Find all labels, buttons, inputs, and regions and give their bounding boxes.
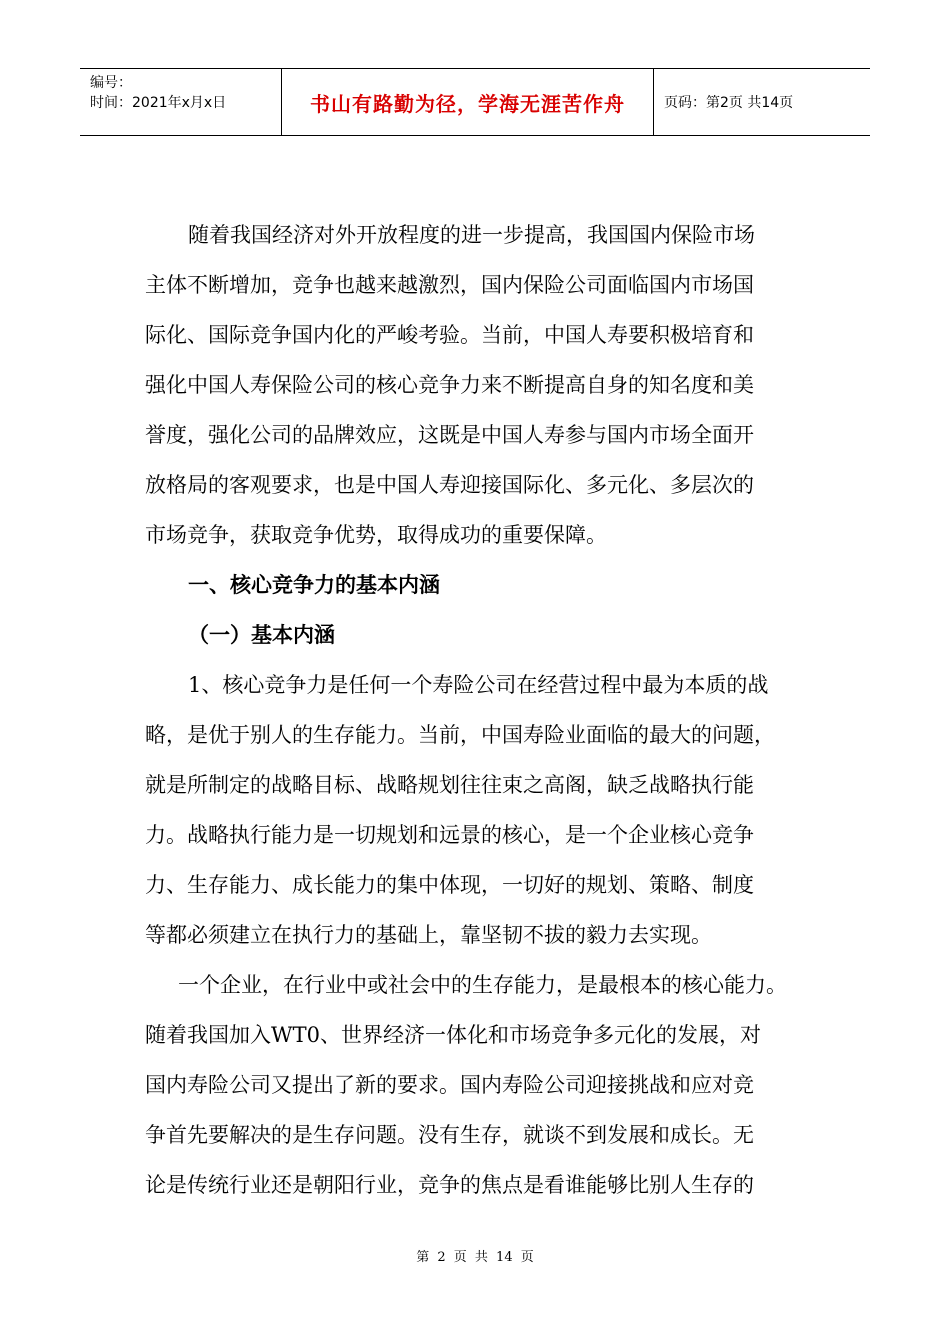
paragraph-line: 誉度，强化公司的品牌效应，这既是中国人寿参与国内市场全面开 [145, 423, 754, 447]
paragraph-line: 论是传统行业还是朝阳行业，竞争的焦点是看谁能够比别人生存的 [145, 1173, 754, 1197]
subsection-heading: （一）基本内涵 [188, 623, 335, 647]
paragraph-line: 争首先要解决的是生存问题。没有生存，就谈不到发展和成长。无 [145, 1123, 754, 1147]
paragraph-line: 国内寿险公司又提出了新的要求。国内寿险公司迎接挑战和应对竞 [145, 1073, 754, 1097]
header-meta [80, 69, 282, 135]
document-time-label: 时间：2021年x月x日 [90, 95, 227, 111]
paragraph-line: 市场竞争，获取竞争优势，取得成功的重要保障。 [145, 523, 607, 547]
paragraph-line: 强化中国人寿保险公司的核心竞争力来不断提高自身的知名度和美 [145, 373, 754, 397]
paragraph-line: 一个企业，在行业中或社会中的生存能力，是最根本的核心能力。 [178, 973, 787, 997]
paragraph-line: 随着我国加入WT0、世界经济一体化和市场竞争多元化的发展，对 [145, 1023, 761, 1047]
page-footer: 第 2 页 共 14 页 [416, 1250, 534, 1265]
paragraph-line: 随着我国经济对外开放程度的进一步提高，我国国内保险市场 [188, 223, 755, 247]
paragraph-line: 力。战略执行能力是一切规划和远景的核心，是一个企业核心竞争 [145, 823, 754, 847]
header-page-info: 页码：第2页 共14页 [664, 95, 794, 111]
section-heading: 一、核心竞争力的基本内涵 [188, 573, 440, 597]
paragraph-line: 力、生存能力、成长能力的集中体现，一切好的规划、策略、制度 [145, 873, 754, 897]
paragraph-line: 等都必须建立在执行力的基础上，靠坚韧不拔的毅力去实现。 [145, 923, 712, 947]
paragraph-line: 就是所制定的战略目标、战略规划往往束之高阁，缺乏战略执行能 [145, 773, 754, 797]
paragraph-line: 际化、国际竞争国内化的严峻考验。当前，中国人寿要积极培育和 [145, 323, 754, 347]
document-header [80, 68, 870, 136]
paragraph-line: 放格局的客观要求，也是中国人寿迎接国际化、多元化、多层次的 [145, 473, 754, 497]
paragraph-line: 主体不断增加，竞争也越来越激烈，国内保险公司面临国内市场国 [145, 273, 754, 297]
paragraph-line: 1、核心竞争力是任何一个寿险公司在经营过程中最为本质的战 [188, 673, 769, 697]
document-number-label: 编号： [90, 75, 132, 91]
paragraph-line: 略，是优于别人的生存能力。当前，中国寿险业面临的最大的问题， [145, 723, 775, 747]
header-motto: 书山有路勤为径，学海无涯苦作舟 [282, 69, 654, 135]
